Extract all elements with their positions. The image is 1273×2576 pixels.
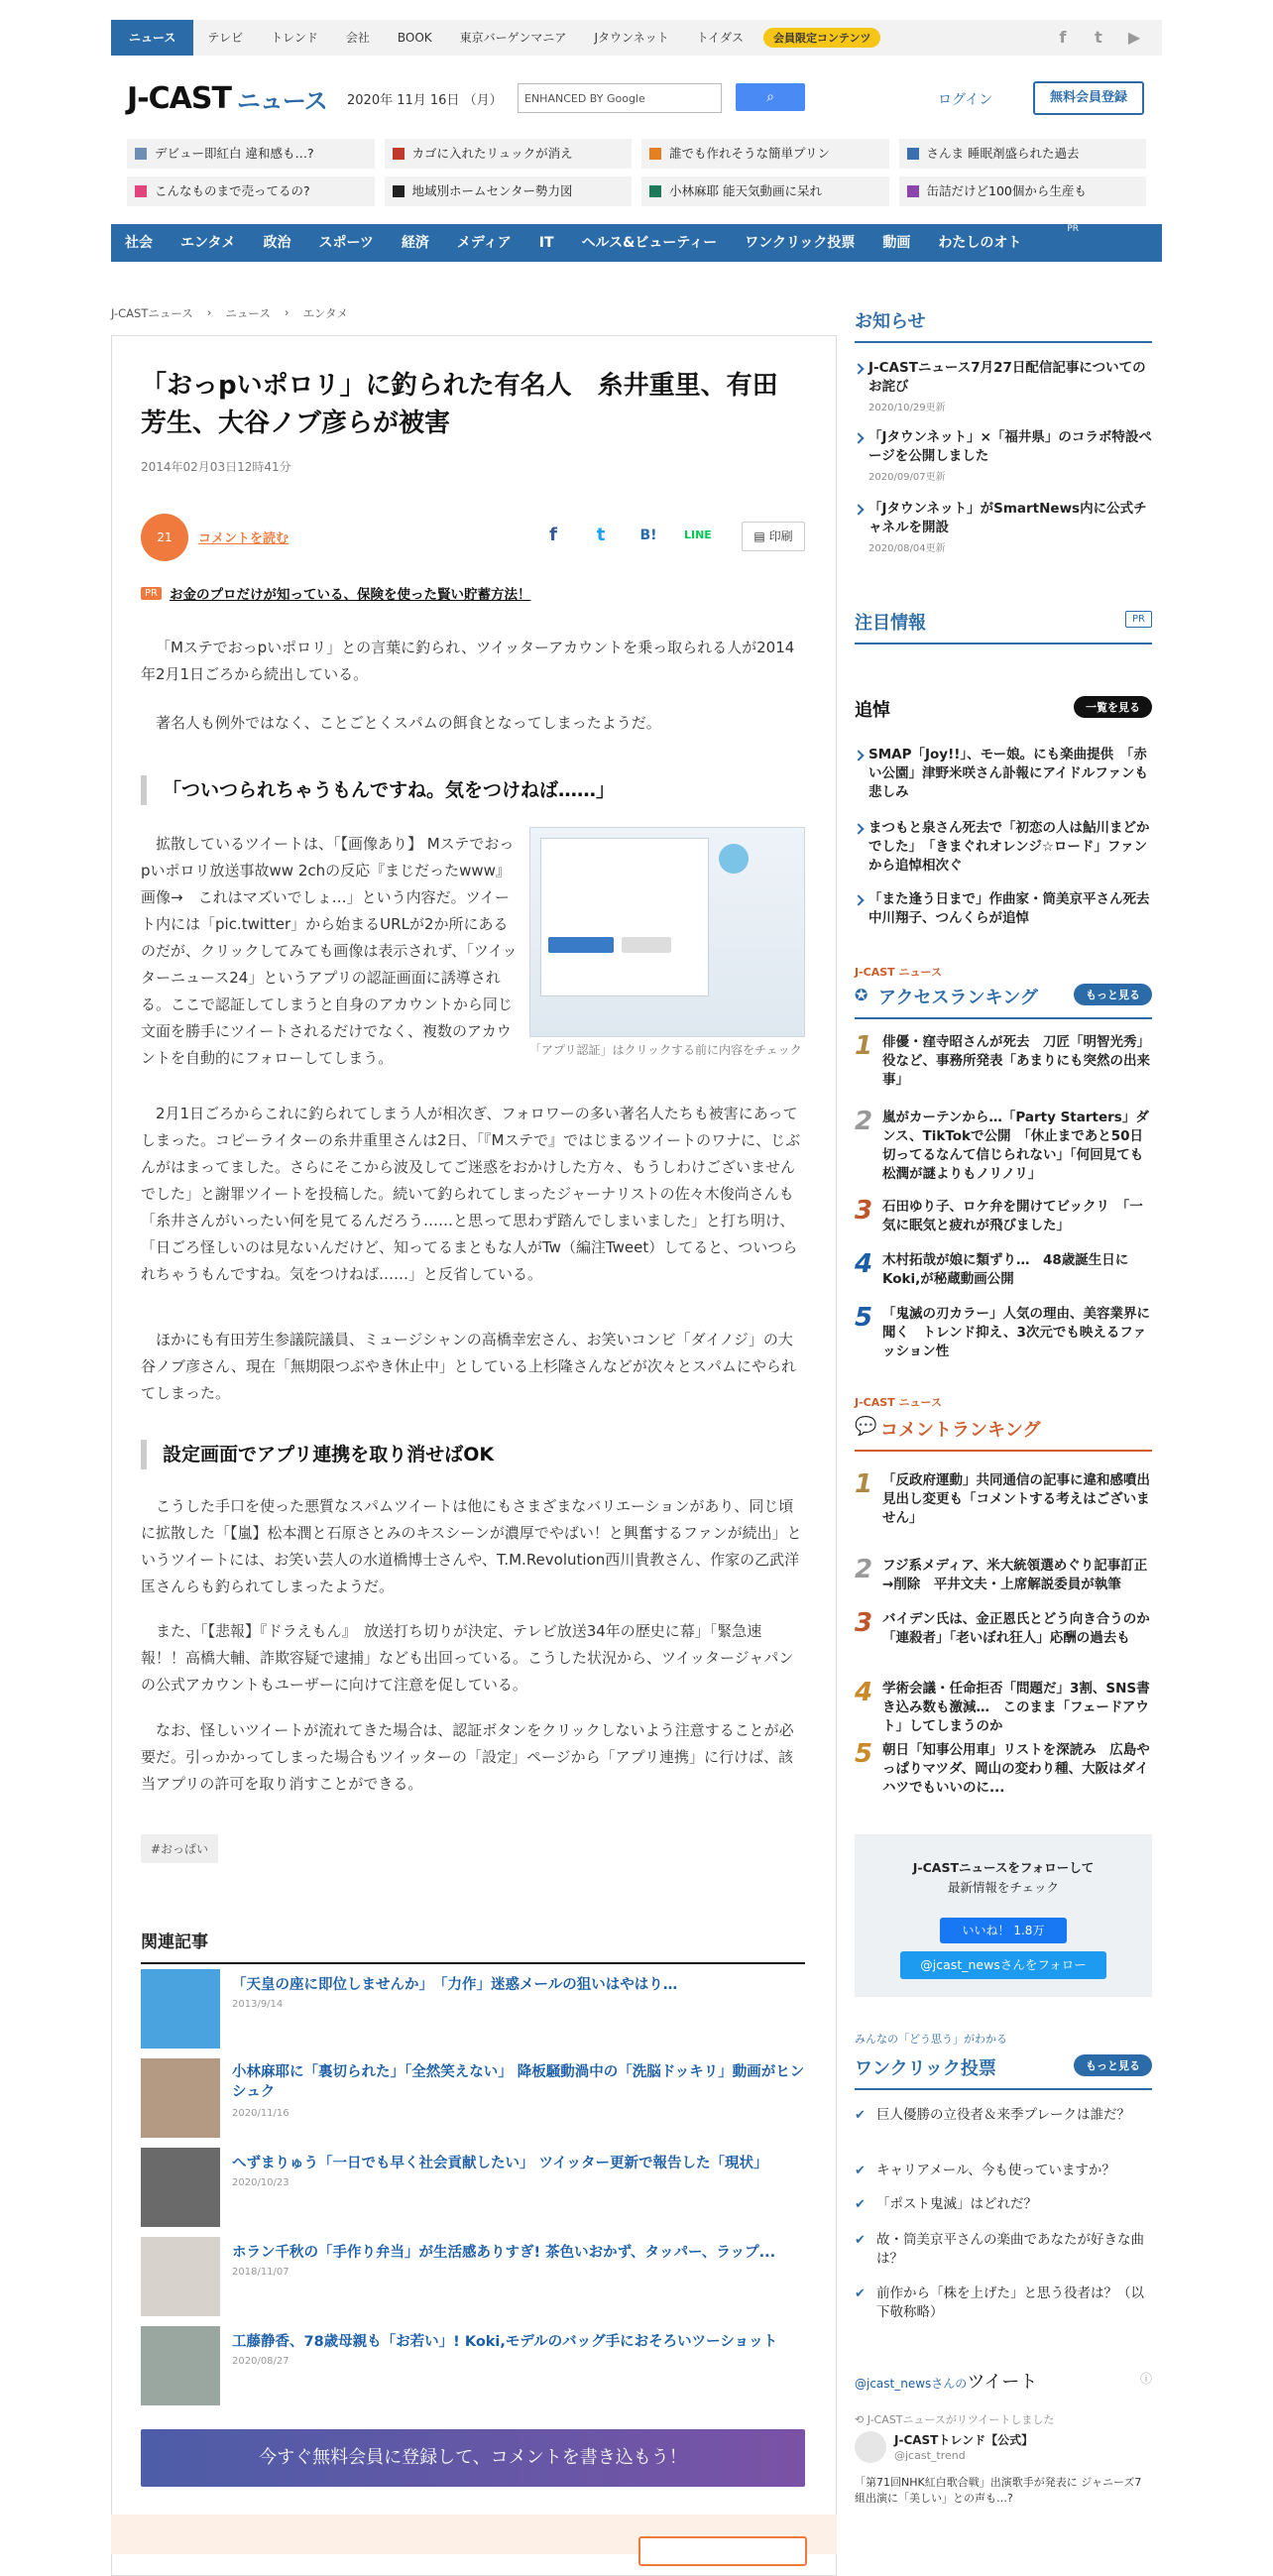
tweet-account-name[interactable]: J-CASTトレンド【公式】 bbox=[894, 2433, 1034, 2447]
breadcrumb-entame[interactable]: エンタメ bbox=[302, 306, 348, 320]
vote-item[interactable]: ✔ キャリアメール、今も使っていますか？ bbox=[855, 2162, 1152, 2180]
access-rank-item[interactable]: 2 嵐がカーテンから…「Party Starters」ダンス、TikTokで公開 「休止まであと50日切ってるなんて信じられない」「何回見ても松潤が謎よりもノリノリ」 bbox=[855, 1107, 1149, 1182]
site-logo[interactable] bbox=[127, 75, 327, 121]
facebook-icon[interactable]: f bbox=[1059, 28, 1067, 47]
access-rank-item[interactable]: 1 俳優・窪寺昭さんが死去 刀匠「明智光秀」役など、事務所発表「あまりにも突然の出来事」 bbox=[855, 1031, 1150, 1088]
hatena-bookmark-icon[interactable]: B! bbox=[639, 527, 657, 543]
vote-heading: ワンクリック投票 bbox=[855, 2054, 1152, 2090]
follow-box bbox=[855, 1834, 1152, 1997]
related-title[interactable]: 小林麻耶に「裏切られた」「全然笑えない」 降板騒動渦中の「洗脳ドッキリ」動画がヒンシュク bbox=[232, 2064, 805, 2100]
current-date: 2020年 11月 16日 （月） bbox=[347, 93, 503, 108]
avatar[interactable] bbox=[855, 2431, 886, 2463]
related-title[interactable]: へずまりゅう「一日でも早く社会貢献したい」 ツイッター更新で報告した「現状」 bbox=[232, 2156, 768, 2171]
pr-ad-link[interactable]: お金のプロだけが知っている、保険を使った賢い貯蓄方法！ bbox=[169, 587, 531, 603]
trending-item[interactable]: 地域別ホームセンター勢力図 bbox=[385, 176, 633, 206]
vote-item[interactable]: ✔ 巨人優勝の立役者＆来季プレークは誰だ？ bbox=[855, 2106, 1152, 2125]
tsuiseki-heading-wrap bbox=[855, 696, 1152, 730]
paragraph-5: ほかにも有田芳生参議院議員、ミュージシャンの高橋幸宏さん、お笑いコンビ「ダイノジ」の大谷ノブ彦さん、現在「無期限つぶやき休止中」としている上杉隆さんなどが次々とスパムにやられてしまった。 bbox=[141, 1331, 796, 1402]
rank-number: 5 bbox=[855, 1303, 873, 1333]
search-icon: ⌕ bbox=[766, 89, 774, 105]
article-figure[interactable] bbox=[529, 827, 805, 1058]
tweet-handle[interactable]: @jcast_trend bbox=[894, 2449, 966, 2462]
social-links bbox=[1053, 28, 1144, 48]
ribbon-icon: ✪ bbox=[855, 986, 868, 1004]
topnav-tv[interactable]: テレビ bbox=[207, 31, 244, 45]
facebook-like-button[interactable]: いいね！ 1.8万 bbox=[940, 1918, 1067, 1943]
related-date: 2020/11/16 bbox=[232, 2108, 289, 2119]
breadcrumb-news[interactable]: ニュース bbox=[225, 306, 271, 320]
topnav-news[interactable]: ニュース bbox=[111, 20, 193, 56]
related-title[interactable]: 工藤静香、78歳母親も「お若い」! Koki,モデルのバッグ手におそろいツーショット bbox=[232, 2334, 778, 2350]
related-thumbnail bbox=[141, 2237, 220, 2316]
rank-number: 5 bbox=[855, 1739, 873, 1769]
article-title: 「おっpいポロリ」に釣られた有名人 糸井重里、有田芳生、大谷ノブ彦らが被害 bbox=[141, 371, 778, 438]
youtube-icon[interactable]: ▶ bbox=[1127, 28, 1141, 47]
comment-heading: コメントランキング bbox=[855, 1416, 1152, 1452]
vote-heading-wrap bbox=[855, 2054, 1152, 2090]
related-item[interactable] bbox=[141, 2148, 805, 2229]
vote-item[interactable]: ✔ 故・筒美京平さんの楽曲であなたが好きな曲は？ bbox=[855, 2231, 1152, 2269]
comment-rank-item[interactable]: 1 「反政府運動」共同通信の記事に違和感噴出 見出し変更も「コメントする考えはございません」 bbox=[855, 1469, 1164, 1526]
trending-item[interactable]: 小林麻耶 能天気動画に呆れ bbox=[641, 176, 889, 206]
print-button[interactable]: ▤ 印刷 bbox=[742, 522, 805, 551]
tsuiseki-list-button[interactable]: 一覧を見る bbox=[1074, 696, 1152, 718]
comment-count-badge[interactable]: 21 bbox=[141, 514, 188, 561]
trending-item[interactable]: こんなものまで売ってるの? bbox=[127, 176, 375, 206]
info-icon[interactable]: ⓘ bbox=[1139, 2372, 1152, 2386]
trending-marker bbox=[649, 185, 661, 197]
paragraph-2: 著名人も例外ではなく、ことごとくスパムの餌食となってしまったようだ。 bbox=[156, 714, 661, 732]
facebook-share-icon[interactable]: f bbox=[549, 525, 557, 545]
top-nav bbox=[111, 20, 1162, 56]
notice-item[interactable]: 「Jタウンネット」×「福井県」のコラボ特設ページを公開しました 2020/09/07更新 bbox=[855, 428, 1152, 487]
related-date: 2018/11/07 bbox=[232, 2267, 289, 2278]
notice-item[interactable]: J-CASTニュース7月27日配信記事についてのお詫び 2020/10/29更新 bbox=[855, 359, 1152, 417]
vote-item[interactable]: ✔ 「ポスト鬼滅」はどれだ？ bbox=[855, 2195, 1152, 2214]
related-title[interactable]: 「天皇の座に即位しませんか」 「力作」迷惑メールの狙いはやはり… bbox=[232, 1977, 678, 1993]
comment-rank-item[interactable]: 3 バイデン氏は、金正恩氏とどう向き合うのか 「連殺者」「老いぼれ狂人」応酬の過去も bbox=[855, 1608, 1164, 1646]
tweet-text: 「第71回NHK紅白歌合戦」出演歌手が発表に ジャニーズ7組出演に「美しい」との声も…? bbox=[855, 2476, 1142, 2505]
access-ranking-label: J-CAST ニュース bbox=[855, 966, 942, 979]
access-rank-item[interactable]: 3 石田ゆり子、ロケ弁を開けてビックリ 「一気に眠気と疲れが飛びました」 bbox=[855, 1196, 1143, 1233]
subheading-1: 「ついつられちゃうもんですね。気をつけねば……」 bbox=[141, 775, 805, 805]
trending-item[interactable]: 誰でも作れそうな簡単プリン bbox=[641, 139, 889, 169]
topnav-toidas[interactable]: トイダス bbox=[696, 31, 745, 45]
cat-economy[interactable]: 経済 bbox=[401, 235, 429, 251]
app-auth-screenshot[interactable] bbox=[529, 827, 805, 1037]
breadcrumb-sep: › bbox=[284, 305, 289, 319]
paragraph-7: また、「【悲報】『ドラえもん』 放送打ち切りが決定、テレビ放送34年の歴史に幕」「緊急速報！！高橋大輔、詐欺容疑で逮捕」なども出回っている。こうした状況から、ツイッタージャパンの公式アカウントもユーザーに向けて注意を促している。 bbox=[141, 1622, 794, 1694]
trending-marker bbox=[649, 148, 661, 160]
comment-rank-item[interactable]: 2 フジ系メディア、米大統領選めぐり記事訂正→削除 平井文夫・上席解説委員が執筆 bbox=[855, 1555, 1148, 1592]
topnav-company[interactable]: 会社 bbox=[345, 31, 370, 45]
breadcrumb bbox=[111, 305, 348, 321]
share-buttons bbox=[541, 524, 712, 547]
logo-sub: ニュース bbox=[236, 86, 327, 115]
search-input[interactable]: ENHANCED BY Google bbox=[518, 83, 722, 113]
line-share-icon[interactable]: LINE bbox=[684, 528, 712, 541]
rank-number: 3 bbox=[855, 1608, 873, 1638]
notice-heading-wrap bbox=[855, 307, 1152, 343]
related-thumbnail bbox=[141, 2326, 220, 2405]
paragraph-3: 拡散しているツイートは、「【画像あり】 Mステでおっpいポロリ放送事故ww 2chの反応『まじだったwww』画像→ これはマズいでしょ…」という内容だ。ツイート内には「pic.twitter」から始まるURLが2か所にあるのだが、クリックしてみても画像は表示されず、「ツイッターニュース24」というアプリの認証画面に誘導される。ここで認証してしまうと自身のアカウントから同じ文面を勝手にツイートされるだけでなく、複数のアカウントを自動的にフォローしてしまう。 bbox=[141, 835, 518, 1067]
breadcrumb-home[interactable]: J-CASTニュース bbox=[111, 306, 193, 320]
tag-oppai[interactable]: #おっぱい bbox=[141, 1834, 218, 1863]
related-title[interactable]: ホラン千秋の「手作り弁当」が生活感ありすぎ! 茶色いおかず、タッパー、ラップ... bbox=[232, 2245, 776, 2261]
rank-number: 2 bbox=[855, 1107, 873, 1136]
related-date: 2020/10/23 bbox=[232, 2177, 289, 2188]
subheading-2: 設定画面でアプリ連携を取り消せばOK bbox=[141, 1440, 805, 1469]
rank-number: 4 bbox=[855, 1249, 873, 1279]
breadcrumb-sep: › bbox=[206, 305, 212, 319]
tsuiseki-item[interactable]: 「また逢う日まで」作曲家・筒美京平さん死去 中川翔子、つんくらが追悼 bbox=[855, 890, 1152, 928]
access-heading-wrap bbox=[855, 984, 1152, 1019]
related-date: 2020/08/27 bbox=[232, 2356, 289, 2367]
vote-item[interactable]: ✔ 前作から「株を上げた」と思う役者は？（以下敬称略） bbox=[855, 2284, 1152, 2322]
article-date: 2014年02月03日12時41分 bbox=[141, 460, 291, 474]
login-link[interactable]: ログイン bbox=[938, 92, 993, 108]
auth-cancel-button-image bbox=[622, 937, 671, 953]
speech-bubble-icon: 💬 bbox=[855, 1416, 877, 1437]
cat-health-beauty[interactable]: ヘルス&ビューティー bbox=[581, 235, 718, 251]
related-thumbnail bbox=[141, 2058, 220, 2138]
topnav-book[interactable]: BOOK bbox=[397, 31, 432, 45]
cat-politics[interactable]: 政治 bbox=[263, 235, 291, 251]
trending-item[interactable]: カゴに入れたリュックが消え bbox=[385, 139, 633, 169]
cat-media[interactable]: メディア bbox=[456, 235, 512, 251]
notice-heading: お知らせ bbox=[855, 307, 1152, 343]
rank-number: 1 bbox=[855, 1469, 873, 1499]
rank-number: 4 bbox=[855, 1678, 873, 1707]
cat-video[interactable]: 動画 bbox=[882, 235, 911, 251]
figure-caption: 「アプリ認証」はクリックする前に内容をチェック bbox=[529, 1043, 802, 1057]
topnav-jtown[interactable]: Jタウンネット bbox=[594, 31, 669, 45]
featured-heading-wrap bbox=[855, 609, 1152, 644]
pr-ad bbox=[141, 583, 530, 603]
comment-rank-item[interactable]: 4 学術会議・任命拒否「問題だ」3割、SNS書き込み数も激減… このまま「フェードアウト」してしまうのか bbox=[855, 1678, 1150, 1734]
trending-item[interactable]: デビュー即紅白 違和感も…? bbox=[127, 139, 375, 169]
trending-item[interactable]: さんま 睡眠剤盛られた過去 bbox=[899, 139, 1147, 169]
paragraph-8: なお、怪しいツイートが流れてきた場合は、認証ボタンをクリックしないよう注意することが必要だ。引っかかってしまった場合もツイッターの「設定」ページから「アプリ連携」に行けば、該当アプリの許可を取り消すことができる。 bbox=[141, 1721, 794, 1793]
trending-marker bbox=[907, 148, 919, 160]
auth-dialog bbox=[540, 838, 709, 996]
topnav-bargain[interactable]: 東京バーゲンマニア bbox=[459, 31, 567, 45]
comment-section-button[interactable] bbox=[638, 2536, 807, 2566]
category-nav bbox=[111, 224, 1162, 262]
featured-heading: 注目情報 bbox=[855, 609, 1152, 644]
trending-item[interactable]: 缶詰だけど100個から生産も bbox=[899, 176, 1147, 206]
tsuiseki-item[interactable]: まつもと泉さん死去で「初恋の人は鮎川まどかでした」 「きまぐれオレンジ☆ロード」ファンから追悼相次ぐ bbox=[855, 819, 1152, 876]
twitter-follow-button[interactable]: @jcast_newsさんをフォロー bbox=[900, 1951, 1106, 1979]
trending-marker bbox=[907, 185, 919, 197]
access-more-button[interactable]: もっと見る bbox=[1074, 984, 1152, 1005]
pr-badge: PR bbox=[141, 587, 162, 600]
pr-label: PR bbox=[1067, 224, 1079, 234]
rank-number: 2 bbox=[855, 1555, 873, 1584]
cat-entame[interactable]: エンタメ bbox=[180, 235, 236, 251]
logo-main: J-CAST bbox=[127, 80, 231, 116]
related-item[interactable] bbox=[141, 1969, 805, 2050]
twitter-share-icon[interactable]: t bbox=[596, 525, 606, 545]
access-heading: アクセスランキング bbox=[855, 984, 1152, 1019]
cat-watashi-no-oto[interactable]: わたしのオト bbox=[938, 235, 1022, 251]
retweet-icon: ⟲ bbox=[855, 2413, 868, 2426]
tsuiseki-heading: 追悼 bbox=[855, 700, 890, 721]
register-cta-button[interactable]: 今すぐ無料会員に登録して、コメントを書き込もう！ bbox=[141, 2429, 805, 2487]
paragraph-6: こうした手口を使った悪質なスパムツイートは他にもさまざまなバリエーションがあり、同じ頃に拡散した「【嵐】松本潤と石原さとみのキスシーンが濃厚でやばい！と興奮するファンが続出」というツイートには、お笑い芸人の水道橋博士さんや、T.M.Revolution西川貴教さん、作家の乙武洋匡さんらも釣られてしまったようだ。 bbox=[141, 1497, 802, 1595]
paragraph-4: 2月1日ごろからこれに釣られてしまう人が相次ぎ、フォロワーの多い著名人たちも被害にあってしまった。コピーライターの糸井重里さんは2日、「『Mステで』ではじまるツイートのワナに、じぶんがはまってました。さらにそこから波及してご迷惑をおかけした方々、もうしわけございませんでした」と謝罪ツイートを投稿した。続いて釣られてしまったジャーナリストの佐々木俊尚さんも「糸井さんがいったい何を見てるんだろう……と思って思わず踏んでしまいました」と打ち明け、「日ごろ怪しいのは見ないんだけど、知ってるまともな人がTw（編注Tweet）してると、ついつられちゃうもんですね。気をつけねば……」と反省している。 bbox=[141, 1105, 801, 1283]
tsuiseki-item[interactable]: SMAP「Joy!!」、モー娘。にも楽曲提供 「赤い公園」津野米咲さん訃報にアイドルファンも悲しみ bbox=[855, 746, 1152, 802]
follow-text: J-CASTニュースをフォローして 最新情報をチェック bbox=[912, 1860, 1095, 1895]
twitter-bird-icon bbox=[719, 844, 749, 874]
access-rank-item[interactable]: 4 木村拓哉が娘に類ずり… 48歳誕生日にKoki,が秘蔵動画公開 bbox=[855, 1249, 1129, 1287]
notice-item[interactable]: 「Jタウンネット」がSmartNews内に公式チャネルを開設 2020/08/04更新 bbox=[855, 500, 1152, 558]
auth-allow-button-image bbox=[548, 937, 614, 953]
rank-number: 1 bbox=[855, 1031, 873, 1061]
cat-it[interactable]: IT bbox=[538, 235, 554, 251]
access-rank-item[interactable]: 5 「鬼滅の刃カラー」人気の理由、美容業界に聞く トレンド抑え、3次元でも映えるファッション性 bbox=[855, 1303, 1150, 1359]
comment-heading-wrap bbox=[855, 1416, 1152, 1452]
vote-more-button[interactable]: もっと見る bbox=[1074, 2054, 1152, 2076]
cat-one-click-vote[interactable]: ワンクリック投票 bbox=[745, 235, 856, 251]
related-date: 2013/9/14 bbox=[232, 1999, 284, 2010]
related-thumbnail bbox=[141, 2148, 220, 2227]
cat-society[interactable]: 社会 bbox=[125, 235, 153, 251]
comment-rank-item[interactable]: 5 朝日「知事公用車」リストを深読み 広島やっぱりマツダ、岡山の変わり種、大阪はダイハツでもいいのに... bbox=[855, 1739, 1150, 1796]
twitter-timeline-header: @jcast_newsさんのツイート ⓘ bbox=[855, 2372, 1152, 2393]
printer-icon: ▤ bbox=[753, 529, 769, 543]
related-item[interactable] bbox=[141, 2237, 805, 2318]
related-item[interactable] bbox=[141, 2326, 805, 2407]
related-thumbnail bbox=[141, 1969, 220, 2049]
search-button[interactable] bbox=[736, 83, 805, 111]
vote-label: みんなの「どう思う」がわかる bbox=[855, 2033, 1007, 2046]
related-heading: 関連記事 bbox=[141, 1928, 805, 1964]
trending-marker bbox=[393, 185, 405, 197]
rank-number: 3 bbox=[855, 1196, 873, 1226]
twitter-icon[interactable]: t bbox=[1095, 28, 1102, 47]
topnav-trend[interactable]: トレンド bbox=[271, 31, 318, 45]
read-comments-link[interactable]: コメントを読む bbox=[198, 531, 289, 546]
comment-section-band bbox=[111, 2515, 837, 2554]
featured-pr-badge: PR bbox=[1125, 611, 1152, 628]
comment-ranking-label: J-CAST ニュース bbox=[855, 1396, 942, 1409]
trending-marker bbox=[135, 185, 147, 197]
register-button[interactable]: 無料会員登録 bbox=[1033, 81, 1144, 115]
trending-marker bbox=[135, 148, 147, 160]
trending-grid bbox=[127, 139, 1146, 206]
trending-marker bbox=[393, 148, 405, 160]
vip-content-badge[interactable]: 会員限定コンテンツ bbox=[763, 28, 880, 48]
paragraph-1: 「Mステでおっpいポロリ」との言葉に釣られ、ツイッターアカウントを乗っ取られる人が2014年2月1日ごろから続出している。 bbox=[141, 639, 795, 683]
retweet-label: ⟲ J-CASTニュースがリツイートしました bbox=[855, 2413, 1055, 2426]
cat-sports[interactable]: スポーツ bbox=[318, 235, 374, 251]
related-item[interactable] bbox=[141, 2058, 805, 2140]
